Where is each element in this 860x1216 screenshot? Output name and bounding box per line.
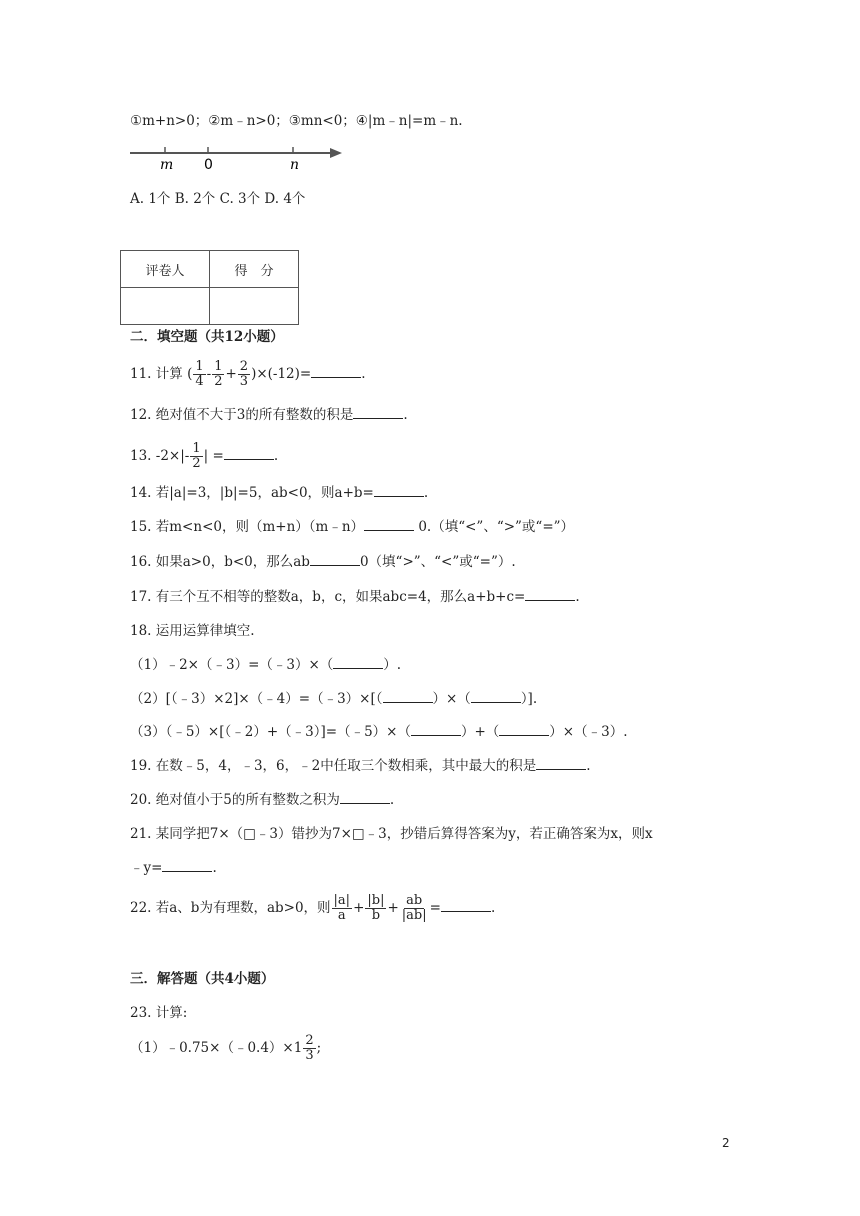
answer-blank [525, 588, 575, 601]
score-table [120, 250, 299, 325]
reviewer-header: 评卷人 [121, 251, 210, 288]
answer-blank [471, 690, 521, 703]
q23: 23. 计算: [130, 1005, 188, 1021]
q12: 12. 绝对值不大于3的所有整数的积是 . [130, 407, 408, 423]
answer-blank [411, 723, 461, 736]
q18: 18. 运用运算律填空. [130, 623, 255, 639]
reviewer-cell [121, 288, 210, 325]
answer-blank [310, 553, 360, 566]
answer-blank [364, 518, 414, 531]
answer-blank [536, 757, 586, 770]
q17: 17. 有三个互不相等的整数a，b，c，如果abc=4，那么a+b+c= . [130, 589, 580, 605]
answer-blank [333, 656, 383, 669]
answer-blank [374, 484, 424, 497]
q18-part1: （1）﹣2×（﹣3）=（﹣3）×（ ）. [130, 657, 402, 673]
q18-part3: （3）（﹣5）×[（﹣2）+（﹣3）]=（﹣5）×（ ）+（ ）×（﹣3）. [130, 724, 628, 740]
answer-blank [340, 791, 390, 804]
q15: 15. 若m<n<0，则（m+n）（m﹣n） 0.（填“<”、“>”或“=”） [130, 519, 575, 535]
q21-line1: 21. 某同学把7×（□﹣3）错抄为7×□﹣3，抄错后算得答案为y，若正确答案为x，则x [130, 826, 653, 842]
q11: 11. 计算 ( $\frac{1}{4}$ - $\frac{1}{2}$ + $\frac{2}{3}$ )×(-12)= . [130, 359, 366, 389]
answer-blank [224, 447, 274, 460]
q19: 19. 在数﹣5，4，﹣3，6，﹣2中任取三个数相乘，其中最大的积是 . [130, 758, 591, 774]
number-line-label-m: m [160, 157, 174, 173]
answer-blank [441, 899, 491, 912]
q10-statements: ①m+n>0；②m﹣n>0；③mn<0；④|m﹣n|=m﹣n. [130, 113, 463, 129]
number-line-label-zero: 0 [204, 157, 213, 173]
answer-blank [162, 859, 212, 872]
section3-title: 三．解答题（共4小题） [130, 971, 275, 987]
q10-options: A. 1个 B. 2个 C. 3个 D. 4个 [130, 191, 306, 207]
q18-part2: （2）[（﹣3）×2]×（﹣4）=（﹣3）×[（ ）×（ ）]. [130, 691, 538, 707]
number-line-label-n: n [290, 157, 300, 173]
section2-title: 二．填空题（共12小题） [130, 329, 284, 345]
answer-blank [353, 406, 403, 419]
q22: 22. 若a、b为有理数，ab>0，则 $\frac{|a|}{a}$ + $\frac{|b|}{b}$ + $\frac{ab}{|ab|}$ = . [130, 893, 496, 923]
q13: 13. -2×|- $\frac{1}{2}$ | = . [130, 441, 279, 471]
q20: 20. 绝对值小于5的所有整数之积为 . [130, 792, 395, 808]
answer-blank [499, 723, 549, 736]
q14: 14. 若|a|=3，|b|=5，ab<0，则a+b= . [130, 485, 429, 501]
score-cell [210, 288, 299, 325]
answer-blank [311, 365, 361, 378]
number-line-figure [130, 143, 342, 173]
q21-line2: ﹣y= . [130, 860, 217, 876]
answer-blank [383, 690, 433, 703]
q23-part1: （1）﹣0.75×（﹣0.4）×1 $\frac{2}{3}$ ; [130, 1033, 322, 1063]
q16: 16. 如果a>0，b<0，那么ab 0（填“>”、“<”或“=”）. [130, 554, 516, 570]
page-number: 2 [722, 1136, 730, 1150]
score-header: 得 分 [210, 251, 299, 288]
